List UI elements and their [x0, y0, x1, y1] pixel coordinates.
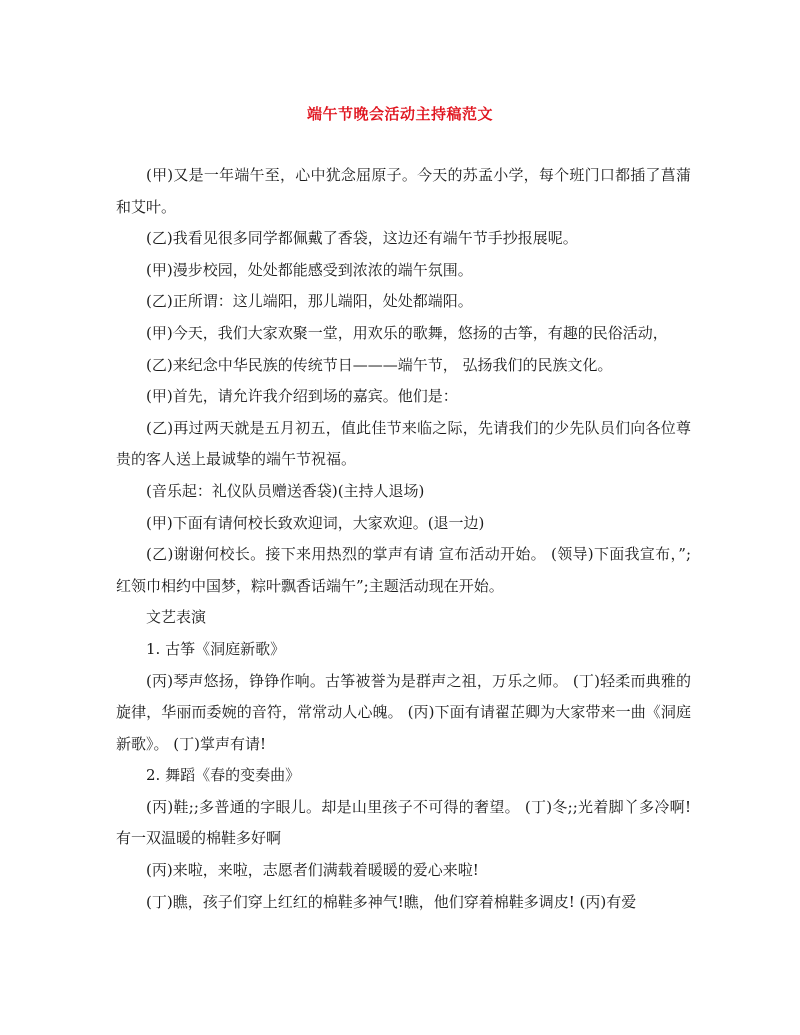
paragraph: (甲)漫步校园，处处都能感受到浓浓的端午氛围。 [146, 260, 473, 279]
paragraph: (甲)今天，我们大家欢聚一堂，用欢乐的歌舞，悠扬的古筝，有趣的民俗活动， [146, 323, 668, 342]
paragraph: (甲)下面有请何校长致欢迎词，大家欢迎。(退一边) [146, 513, 485, 532]
program-item-heading: 2. 舞蹈《春的变奏曲》 [146, 766, 301, 785]
paragraph: (乙)正所谓：这儿端阳，那儿端阳，处处都端阳。 [146, 292, 473, 311]
paragraph: (丙)琴声悠扬，铮铮作响。古筝被誉为是群声之祖，万乐之师。 (丁)轻柔而典雅的旋律，华丽而委婉的音符，常常动人心魄。 (丙)下面有请翟芷卿为大家带来一曲《洞庭新歌》。 (丁)掌声有请! [116, 671, 691, 753]
document-title: 端午节晚会活动主持稿范文 [306, 105, 493, 123]
paragraph: (音乐起：礼仪队员赠送香袋)(主持人退场) [146, 481, 425, 500]
section-heading: 文艺表演 [146, 608, 207, 627]
paragraph: (丙)来啦，来啦，志愿者们满载着暖暖的爱心来啦! [146, 861, 479, 880]
paragraph: (乙)谢谢何校长。接下来用热烈的掌声有请 宣布活动开始。 (领导)下面我宣布，”;红领巾相约中国梦，粽叶飘香话端午”;主题活动现在开始。 [116, 545, 691, 595]
program-item-heading: 1. 古筝《洞庭新歌》 [146, 639, 286, 658]
document-body [116, 160, 691, 918]
paragraph: (乙)我看见很多同学都佩戴了香袋，这边还有端午节手抄报展呢。 [146, 229, 578, 248]
paragraph: (丁)瞧，孩子们穿上红红的棉鞋多神气!瞧，他们穿着棉鞋多调皮! (丙)有爱 [146, 892, 637, 911]
paragraph: (乙)再过两天就是五月初五，值此佳节来临之际，先请我们的少先队员们向各位尊贵的客人送上最诚挚的端午节祝福。 [116, 418, 691, 469]
paragraph: (乙)来纪念中华民族的传统节日———端午节， 弘扬我们的民族文化。 [146, 355, 613, 374]
paragraph: (丙)鞋;;多普通的字眼儿。却是山里孩子不可得的奢望。 (丁)冬;;光着脚丫多冷啊!有一双温暖的棉鞋多好啊 [116, 797, 691, 848]
paragraph: (甲)又是一年端午至，心中犹念屈原子。今天的苏孟小学，每个班门口都插了菖蒲和艾叶。 [116, 166, 691, 216]
paragraph: (甲)首先，请允许我介绍到场的嘉宾。他们是： [146, 387, 458, 406]
